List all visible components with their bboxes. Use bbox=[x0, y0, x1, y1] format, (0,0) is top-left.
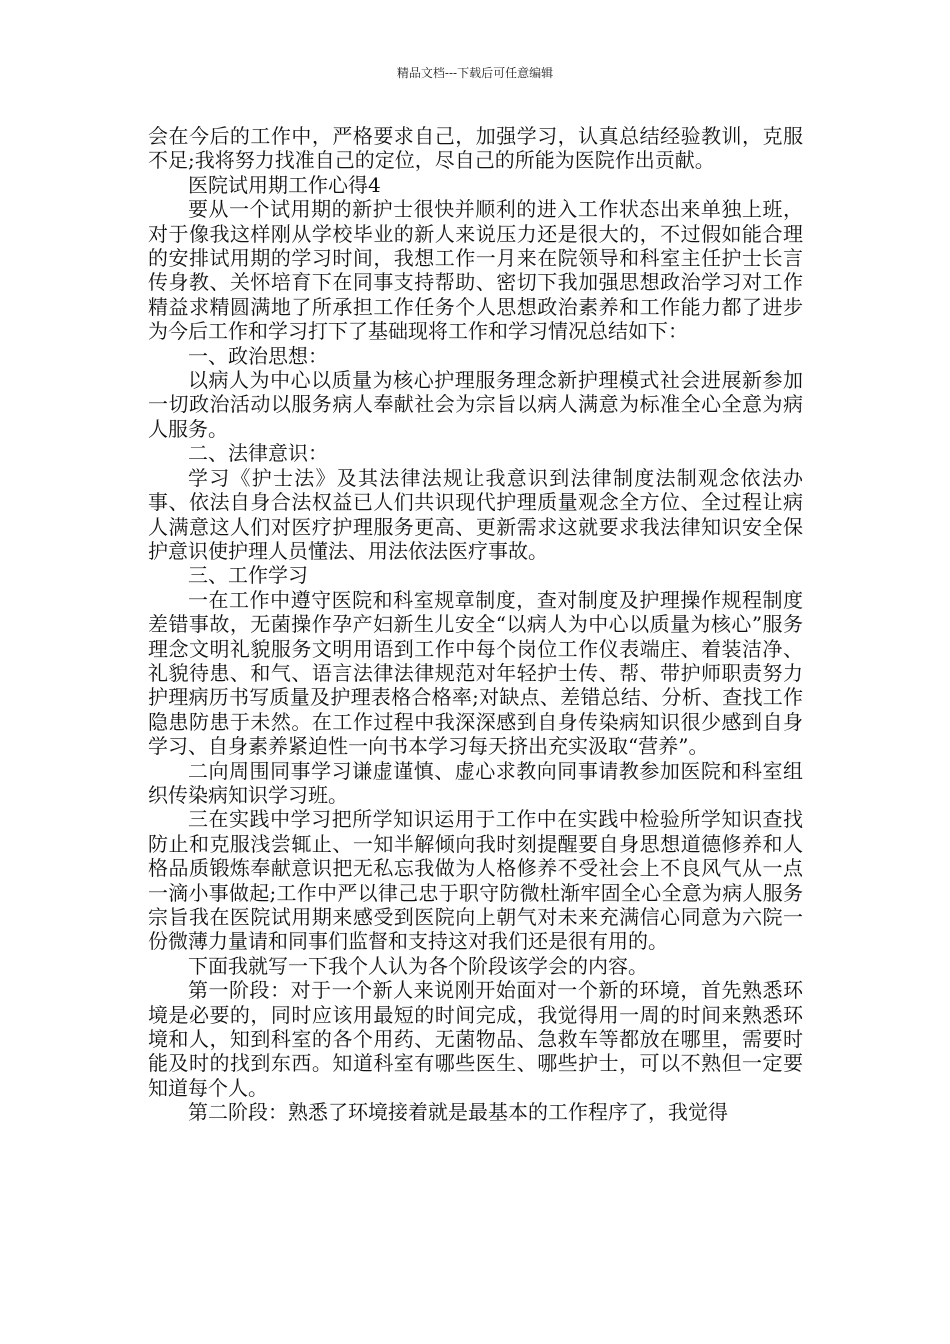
section-heading: 二、法律意识： bbox=[188, 441, 328, 466]
section-heading: 一、政治思想： bbox=[188, 343, 328, 368]
paragraph: 以病人为中心以质量为核心护理服务理念新护理模式社会进展新参加一切政治活动以服务病人奉献社会为宗旨以病人满意为标准全心全意为病人服务。 bbox=[148, 368, 803, 441]
paragraph: 一在工作中遵守医院和科室规章制度，查对制度及护理操作规程制度差错事故，无菌操作孕产妇新生儿安全“以病人为中心以质量为核心”服务理念文明礼貌服务文明用语到工作中每个岗位工作仪表端庄、着装洁净、礼貌待患、和气、语言法律法律规范对年轻护士传、帮、带护师职责努力护理病历书写质量及护理表格合格率;对缺点、差错总结、分析、查找工作隐患防患于未然。在工作过程中我深深感到自身传染病知识很少感到自身学习、自身素养紧迫性一向书本学习每天挤出充实汲取“营养”。 bbox=[148, 587, 803, 759]
document-body bbox=[148, 124, 803, 1125]
section-heading: 三、工作学习 bbox=[188, 563, 308, 588]
paragraph: 会在今后的工作中，严格要求自己，加强学习，认真总结经验教训，克服不足;我将努力找准自己的定位，尽自己的所能为医院作出贡献。 bbox=[148, 124, 803, 173]
paragraph: 三在实践中学习把所学知识运用于工作中在实践中检验所学知识查找防止和克服浅尝辄止、一知半解倾向我时刻提醒要自身思想道德修养和人格品质锻炼奉献意识把无私忘我做为人格修养不受社会上不良风气从一点一滴小事做起;工作中严以律己忠于职守防微杜渐牢固全心全意为病人服务宗旨我在医院试用期来感受到医院向上朝气对未来充满信心同意为六院一份微薄力量请和同事们监督和支持这对我们还是很有用的。 bbox=[148, 807, 803, 954]
paragraph: 学习《护士法》及其法律法规让我意识到法律制度法制观念依法办事、依法自身合法权益已人们共识现代护理质量观念全方位、全过程让病人满意这人们对医疗护理服务更高、更新需求这就要求我法律知识安全保护意识使护理人员懂法、用法依法医疗事故。 bbox=[148, 465, 803, 563]
paragraph: 下面我就写一下我个人认为各个阶段该学会的内容。 bbox=[188, 953, 648, 978]
page-header: 精品文档---下载后可任意编辑 bbox=[396, 66, 554, 80]
paragraph: 要从一个试用期的新护士很快并顺利的进入工作状态出来单独上班，对于像我这样刚从学校毕业的新人来说压力还是很大的，不过假如能合理的安排试用期的学习时间，我想工作一月来在院领导和科室主任护士长言传身教、关怀培育下在同事支持帮助、密切下我加强思想政治学习对工作精益求精圆满地了所承担工作任务个人思想政治素养和工作能力都了进步为今后工作和学习打下了基础现将工作和学习情况总结如下： bbox=[148, 197, 803, 344]
section-title: 医院试用期工作心得4 bbox=[188, 172, 381, 197]
paragraph: 第二阶段：熟悉了环境接着就是最基本的工作程序了，我觉得 bbox=[188, 1100, 728, 1125]
paragraph: 第一阶段：对于一个新人来说刚开始面对一个新的环境，首先熟悉环境是必要的，同时应该用最短的时间完成，我觉得用一周的时间来熟悉环境和人，知到科室的各个用药、无菌物品、急救车等都放在哪里，需要时能及时的找到东西。知道科室有哪些医生、哪些护士，可以不熟但一定要知道每个人。 bbox=[148, 978, 803, 1100]
paragraph: 二向周围同事学习谦虚谨慎、虚心求教向同事请教参加医院和科室组织传染病知识学习班。 bbox=[148, 758, 803, 807]
